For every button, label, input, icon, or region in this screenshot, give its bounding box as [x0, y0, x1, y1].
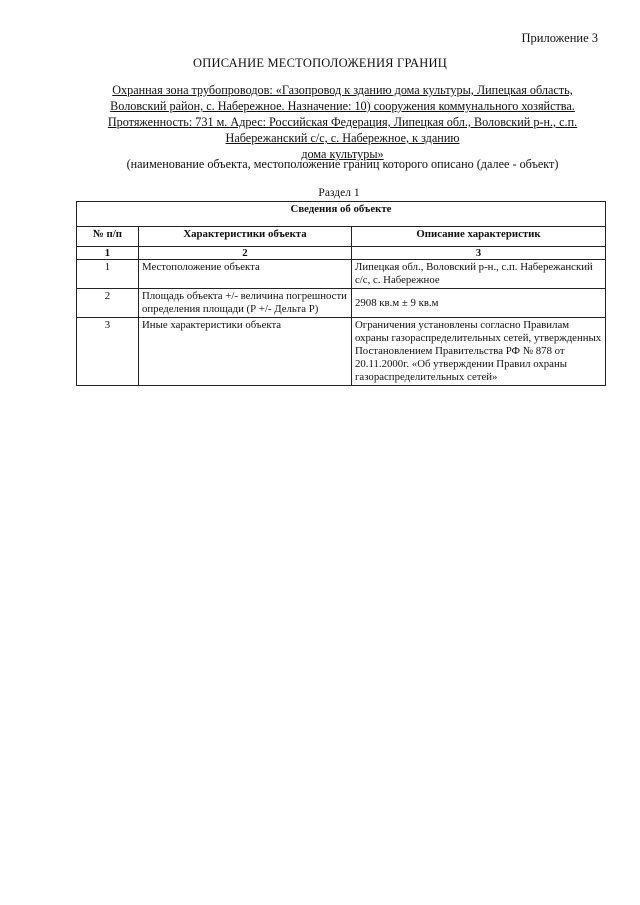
- column-number: 2: [139, 247, 352, 260]
- row-description: Липецкая обл., Воловский р-н., с.п. Набережанский с/с, с. Набережное: [352, 260, 606, 289]
- row-characteristic: Иные характеристики объекта: [139, 318, 352, 386]
- object-line: Воловский район, с. Набережное. Назначение: 10) сооружения коммунального хозяйства.: [110, 99, 575, 113]
- column-header-number: № п/п: [77, 227, 139, 247]
- column-number-row: [77, 247, 606, 260]
- row-characteristic: Площадь объекта +/- величина погрешности определения площади (Р +/- Дельта Р): [139, 289, 352, 318]
- appendix-label: Приложение 3: [521, 31, 598, 45]
- table-header-row: [77, 227, 606, 247]
- document-title: ОПИСАНИЕ МЕСТОПОЛОЖЕНИЯ ГРАНИЦ: [193, 56, 447, 70]
- table-row: [77, 289, 606, 318]
- column-header-characteristic: Характеристики объекта: [139, 227, 352, 247]
- table-row: [77, 260, 606, 289]
- column-number: 1: [77, 247, 139, 260]
- column-header-description: Описание характеристик: [352, 227, 606, 247]
- object-caption: (наименование объекта, местоположение границ которого описано (далее - объект): [126, 157, 559, 171]
- object-line: Набережанский с/с, с. Набережное, к зданию: [225, 131, 460, 145]
- object-line: дома культуры»: [301, 147, 384, 161]
- row-description: 2908 кв.м ± 9 кв.м: [352, 289, 606, 318]
- row-characteristic: Местоположение объекта: [139, 260, 352, 289]
- row-number: 3: [77, 318, 139, 386]
- table-caption: Сведения об объекте: [77, 202, 606, 227]
- object-line: Протяженность: 731 м. Адрес: Российская Федерация, Липецкая обл., Воловский р-н., с.п.: [107, 115, 578, 129]
- row-number: 2: [77, 289, 139, 318]
- section-label: Раздел 1: [318, 187, 360, 199]
- object-line: Охранная зона трубопроводов: «Газопровод к зданию дома культуры, Липецкая область,: [112, 83, 573, 97]
- row-number: 1: [77, 260, 139, 289]
- table-row: [77, 318, 606, 386]
- object-info-table: [76, 201, 606, 386]
- table-caption-row: [77, 202, 606, 227]
- column-number: 3: [352, 247, 606, 260]
- row-description: Ограничения установлены согласно Правилам охраны газораспределительных сетей, утвержденных Постановлением Правительства РФ № 878 от 20.11.2000г. «Об утверждении Правил охраны газораспределительных сетей»: [352, 318, 606, 386]
- object-description: [80, 82, 605, 162]
